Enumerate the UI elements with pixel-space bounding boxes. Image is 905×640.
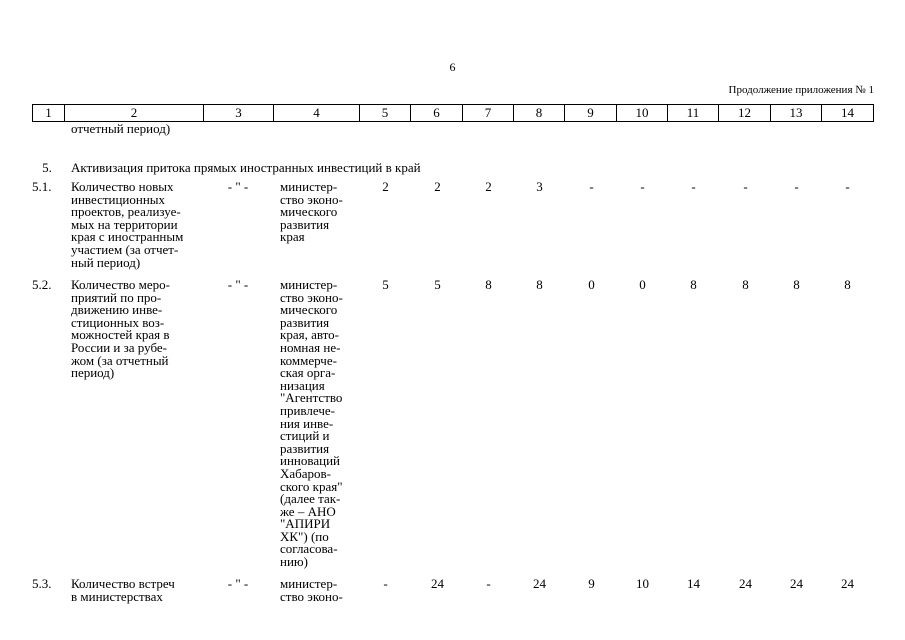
row-number: 5.1.	[32, 179, 52, 194]
column-header: 4	[274, 105, 360, 122]
column-header: 11	[668, 105, 719, 122]
column-header: 7	[463, 105, 514, 122]
value-cell: 2	[434, 179, 441, 194]
value-cell: 0	[639, 277, 646, 292]
column-number-header	[32, 104, 874, 122]
section-number: 5.	[42, 160, 52, 175]
executor-cell: министер- ство эконо- мического развития края, авто- номная не- коммерче- ская орга- низация "Агентство привлече- ния инве- стиций и развития инноваций Хабаров- ского края" (далее так- же – АНО "АПИРИ ХК") (по согласова- нию)	[280, 277, 343, 570]
column-header: 9	[565, 105, 617, 122]
value-cell: 24	[790, 576, 803, 591]
value-cell: 8	[742, 277, 749, 292]
column-header: 6	[411, 105, 463, 122]
indicator-name: Количество встреч в министерствах	[71, 576, 175, 604]
value-cell: 8	[690, 277, 697, 292]
value-cell: 8	[793, 277, 800, 292]
value-cell: 3	[536, 179, 543, 194]
section-title: Активизация притока прямых иностранных инвестиций в край	[71, 160, 421, 175]
value-cell: -	[743, 179, 748, 194]
value-cell: 9	[588, 576, 595, 591]
value-cell: -	[794, 179, 799, 194]
value-cell: 8	[485, 277, 492, 292]
value-cell: -	[691, 179, 696, 194]
carryover-text: отчетный период)	[71, 121, 171, 136]
row-number: 5.3.	[32, 576, 52, 591]
value-cell: 2	[485, 179, 492, 194]
column-header: 14	[822, 105, 874, 122]
executor-cell: министер- ство эконо-	[280, 576, 343, 604]
value-cell: 14	[687, 576, 700, 591]
value-cell: 5	[382, 277, 389, 292]
column-header: 1	[33, 105, 65, 122]
indicator-name: Количество новых инвестиционных проектов, реализуе- мых на территории края с иностранным участием (за отчет- ный период)	[71, 179, 184, 270]
row-number: 5.2.	[32, 277, 52, 292]
value-cell: 2	[382, 179, 389, 194]
value-cell: 24	[533, 576, 546, 591]
value-cell: 0	[588, 277, 595, 292]
column-header: 5	[360, 105, 411, 122]
executor-cell: министер- ство эконо- мического развития края	[280, 179, 343, 245]
indicator-name: Количество меро- приятий по про- движению инве- стиционных воз- можностей края в России и за рубе- жом (за отчетный период)	[71, 277, 171, 381]
unit-cell: - " -	[227, 179, 249, 194]
value-cell: 24	[431, 576, 444, 591]
column-header: 8	[514, 105, 565, 122]
column-header: 2	[65, 105, 204, 122]
value-cell: -	[640, 179, 645, 194]
value-cell: -	[383, 576, 388, 591]
column-header: 10	[617, 105, 668, 122]
value-cell: -	[845, 179, 850, 194]
column-header: 12	[719, 105, 771, 122]
continuation-label: Продолжение приложения № 1	[728, 84, 874, 96]
value-cell: 8	[844, 277, 851, 292]
value-cell: 10	[636, 576, 649, 591]
page-number: 6	[449, 60, 456, 74]
value-cell: 5	[434, 277, 441, 292]
value-cell: 8	[536, 277, 543, 292]
value-cell: 24	[739, 576, 752, 591]
unit-cell: - " -	[227, 576, 249, 591]
value-cell: -	[486, 576, 491, 591]
value-cell: 24	[841, 576, 854, 591]
unit-cell: - " -	[227, 277, 249, 292]
column-header: 13	[771, 105, 822, 122]
value-cell: -	[589, 179, 594, 194]
column-header: 3	[204, 105, 274, 122]
